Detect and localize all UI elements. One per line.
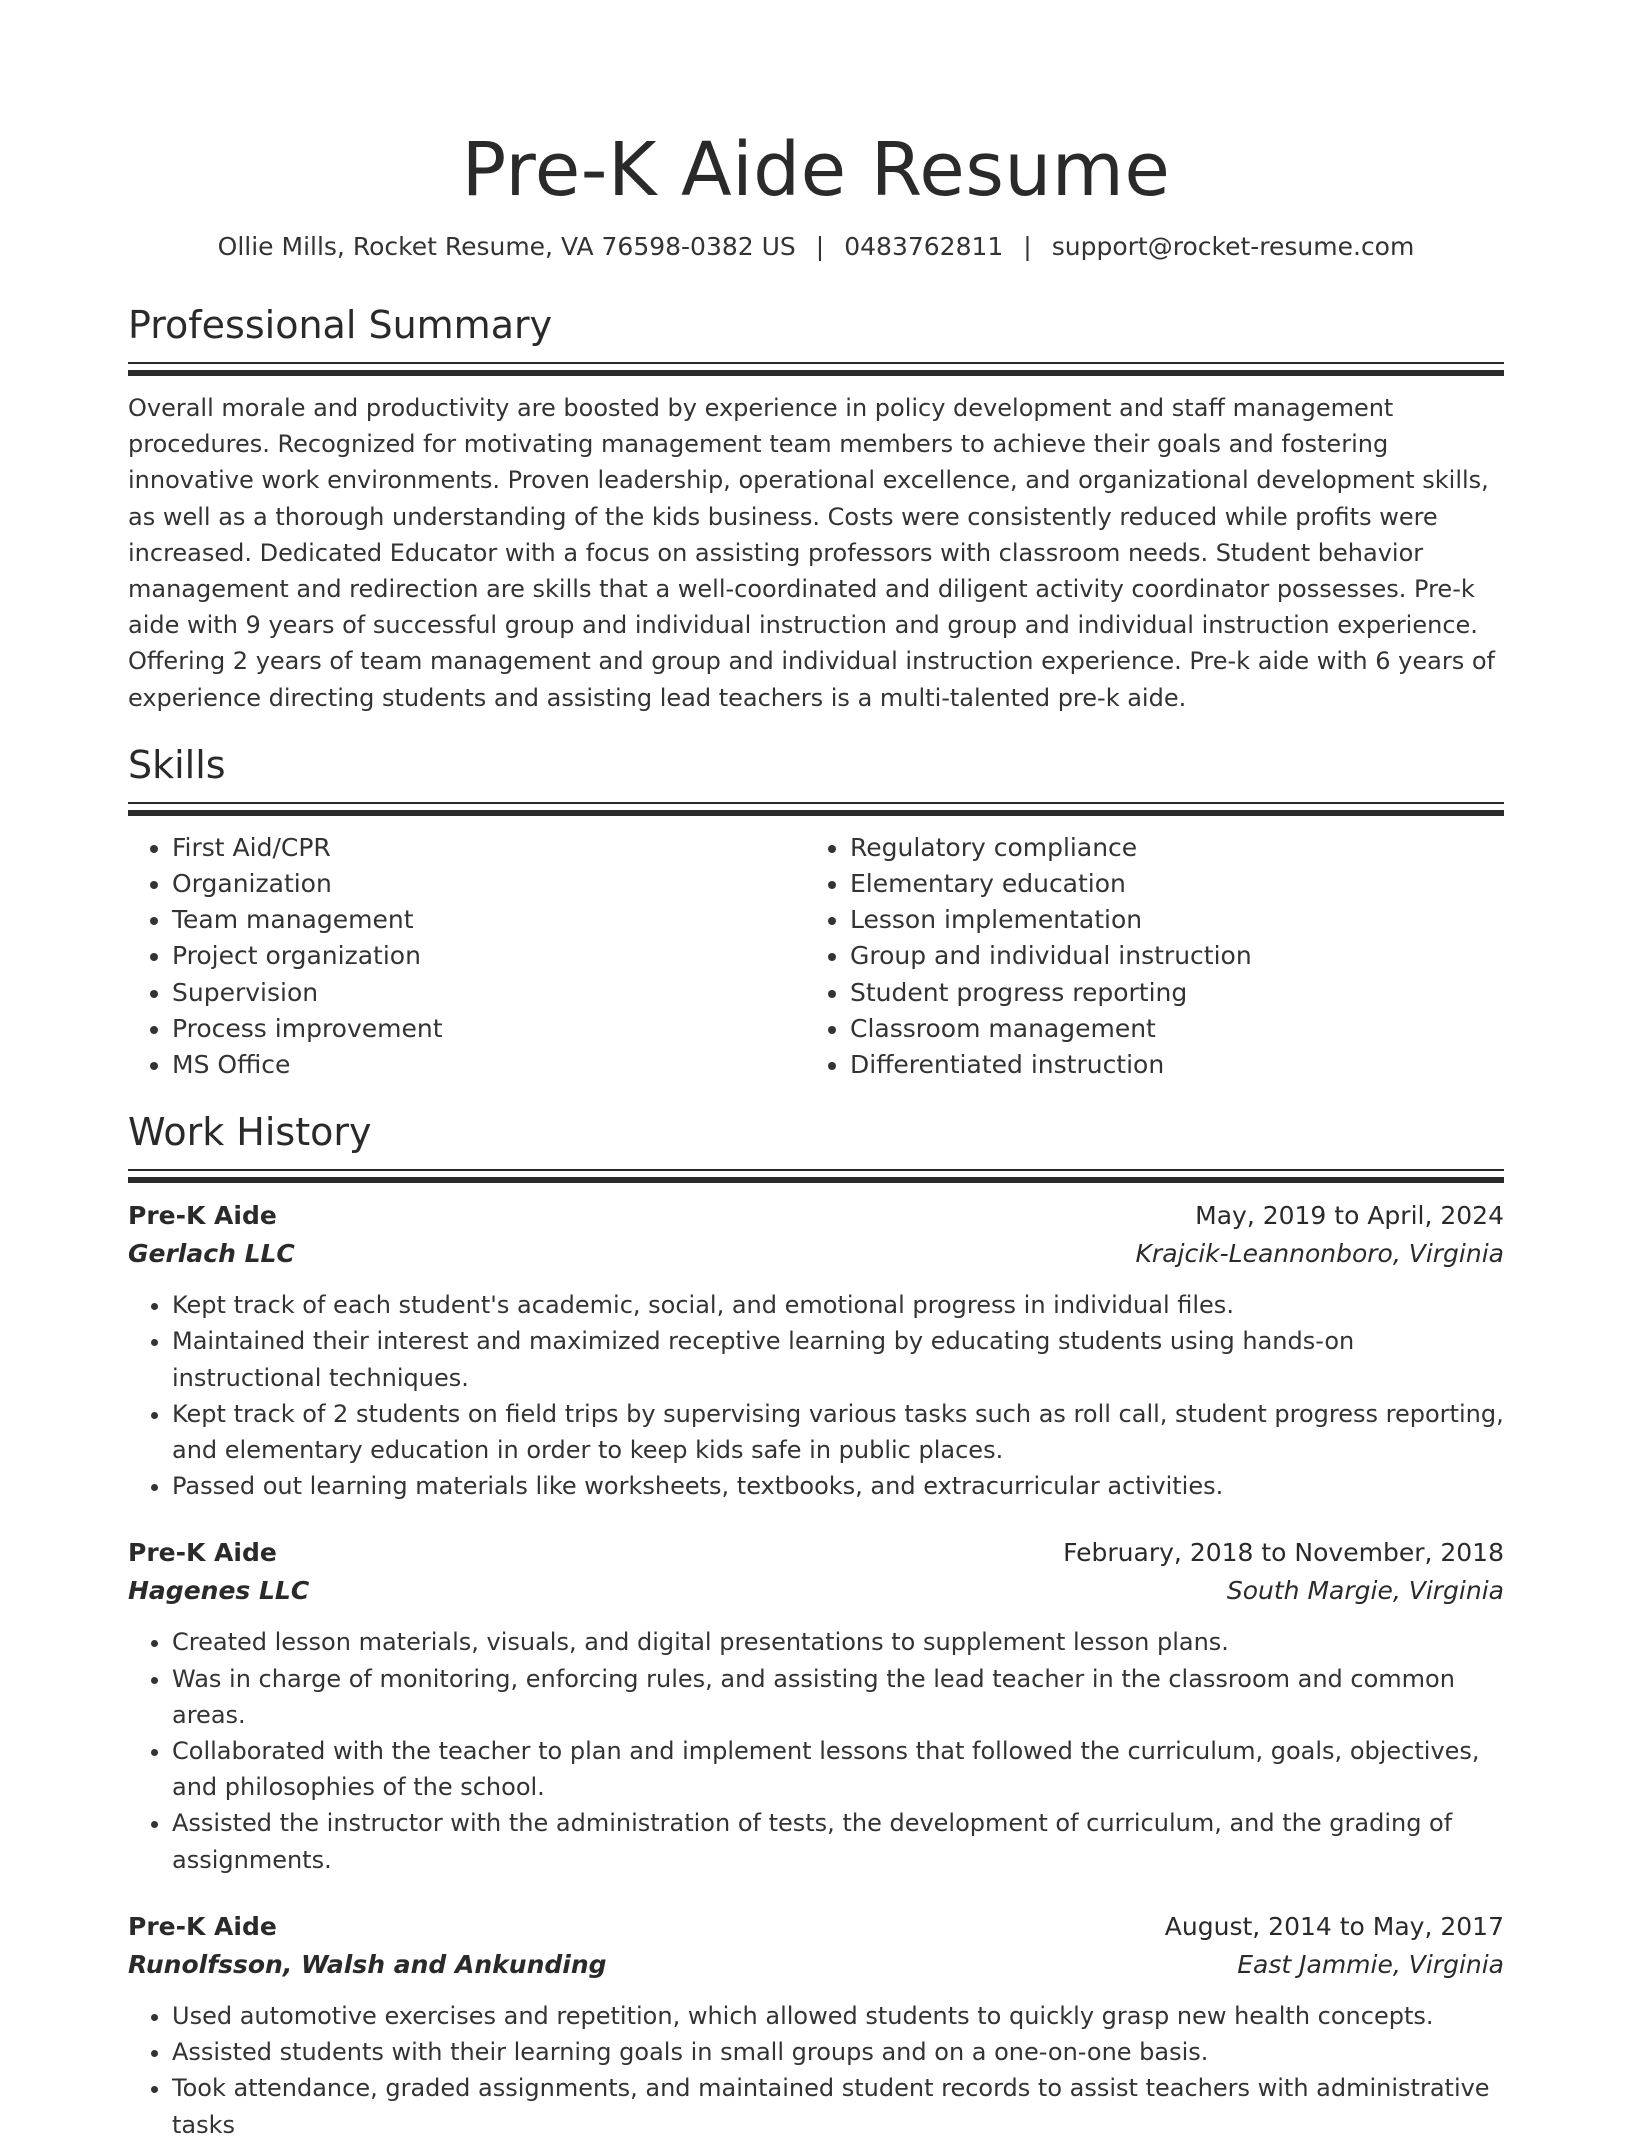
summary-heading: Professional Summary bbox=[128, 303, 553, 347]
work-section bbox=[128, 1109, 1504, 2142]
section-divider-thick bbox=[128, 1177, 1504, 1183]
skill-item: • Regulatory compliance bbox=[850, 830, 1484, 866]
job-entry bbox=[128, 1197, 1504, 1504]
skill-item: • Project organization bbox=[172, 938, 806, 974]
skill-item: • First Aid/CPR bbox=[172, 830, 806, 866]
job-bullets bbox=[128, 1624, 1504, 1877]
summary-text: Overall morale and productivity are boosted by experience in policy development and staff management procedures. Recognized for motivating management team members to achieve their goals and fostering innovative work environments. Proven leadership, operational excellence, and organizational development skills, as well as a thorough understanding of the kids business. Costs were consistently reduced while profits were increased. Dedicated Educator with a focus on assisting professors with classroom needs. Student behavior management and redirection are skills that a well-coordinated and diligent activity coordinator possesses. Pre-k aide with 9 years of successful group and individual instruction and group and individual instruction experience. Offering 2 years of team management and group and individual instruction experience. Pre-k aide with 6 years of experience directing students and assisting lead teachers is a multi-talented pre-k aide. bbox=[128, 394, 1495, 712]
skills-heading: Skills bbox=[128, 742, 226, 787]
job-header bbox=[128, 1534, 1504, 1572]
skill-item: • Differentiated instruction bbox=[850, 1047, 1484, 1083]
skill-item: • MS Office bbox=[172, 1047, 806, 1083]
job-entry bbox=[128, 1908, 1504, 2143]
job-bullet: • Passed out learning materials like worksheets, textbooks, and extracurricular activities. bbox=[172, 1468, 1504, 1504]
job-title: Pre-K Aide bbox=[128, 1201, 277, 1231]
job-dates: August, 2014 to May, 2017 bbox=[1164, 1911, 1504, 1941]
job-entry bbox=[128, 1534, 1504, 1877]
job-company: Gerlach LLC bbox=[128, 1239, 295, 1269]
job-company: Hagenes LLC bbox=[128, 1576, 310, 1606]
job-subheader bbox=[128, 1572, 1504, 1610]
skills-section bbox=[128, 742, 1504, 1083]
contact-separator: | bbox=[1023, 232, 1032, 261]
skill-item: • Group and individual instruction bbox=[850, 938, 1484, 974]
contact-separator: | bbox=[815, 232, 825, 261]
job-bullet: • Kept track of 2 students on field trips by supervising various tasks such as roll call, student progress reporting, and elementary education in order to keep kids safe in public places. bbox=[172, 1396, 1504, 1468]
job-dates: February, 2018 to November, 2018 bbox=[1063, 1538, 1504, 1568]
section-divider-thick bbox=[128, 370, 1504, 376]
job-bullet: • Collaborated with the teacher to plan and implement lessons that followed the curriculum, goals, objectives, and philosophies of the school. bbox=[172, 1733, 1504, 1805]
skill-item: • Elementary education bbox=[850, 866, 1484, 902]
contact-email: support@rocket-resume.com bbox=[1051, 232, 1415, 261]
job-title: Pre-K Aide bbox=[128, 1911, 277, 1941]
skills-columns bbox=[128, 830, 1504, 1083]
skills-list-left bbox=[128, 830, 806, 1083]
job-header bbox=[128, 1197, 1504, 1235]
job-bullets bbox=[128, 1998, 1504, 2143]
job-subheader bbox=[128, 1946, 1504, 1984]
job-bullet: • Was in charge of monitoring, enforcing rules, and assisting the lead teacher in the classroom and common areas. bbox=[172, 1661, 1504, 1733]
skill-item: • Lesson implementation bbox=[850, 902, 1484, 938]
contact-line bbox=[128, 230, 1504, 264]
job-dates: May, 2019 to April, 2024 bbox=[1195, 1201, 1504, 1231]
contact-phone: 0483762811 bbox=[844, 232, 1004, 261]
work-heading: Work History bbox=[128, 1110, 372, 1155]
contact-address: Ollie Mills, Rocket Resume, VA 76598-0382 US bbox=[217, 232, 796, 261]
summary-section bbox=[128, 302, 1504, 716]
skill-item: • Organization bbox=[172, 866, 806, 902]
resume-title: Pre-K Aide Resume bbox=[461, 127, 1171, 213]
job-location: Krajcik-Leannonboro, Virginia bbox=[1135, 1239, 1504, 1269]
job-bullet: • Used automotive exercises and repetition, which allowed students to quickly grasp new health concepts. bbox=[172, 1998, 1504, 2034]
section-divider bbox=[128, 1169, 1504, 1171]
job-subheader bbox=[128, 1235, 1504, 1273]
skills-list-right bbox=[806, 830, 1484, 1083]
job-location: East Jammie, Virginia bbox=[1237, 1949, 1504, 1979]
section-divider bbox=[128, 802, 1504, 804]
skill-item: • Student progress reporting bbox=[850, 975, 1484, 1011]
job-bullets bbox=[128, 1287, 1504, 1504]
job-bullet: • Kept track of each student's academic, social, and emotional progress in individual files. bbox=[172, 1287, 1504, 1323]
job-bullet: • Created lesson materials, visuals, and digital presentations to supplement lesson plans. bbox=[172, 1624, 1504, 1660]
job-company: Runolfsson, Walsh and Ankunding bbox=[128, 1949, 607, 1979]
resume-page bbox=[128, 0, 1504, 2143]
job-location: South Margie, Virginia bbox=[1226, 1576, 1504, 1606]
section-divider bbox=[128, 362, 1504, 364]
job-bullet: • Assisted the instructor with the administration of tests, the development of curriculum, and the grading of assignments. bbox=[172, 1805, 1504, 1877]
job-bullet: • Maintained their interest and maximized receptive learning by educating students using hands-on instructional techniques. bbox=[172, 1323, 1504, 1395]
section-divider-thick bbox=[128, 810, 1504, 816]
job-header bbox=[128, 1908, 1504, 1946]
skill-item: • Team management bbox=[172, 902, 806, 938]
skill-item: • Process improvement bbox=[172, 1011, 806, 1047]
skill-item: • Classroom management bbox=[850, 1011, 1484, 1047]
job-bullet: • Assisted students with their learning goals in small groups and on a one-on-one basis. bbox=[172, 2034, 1504, 2070]
skill-item: • Supervision bbox=[172, 975, 806, 1011]
job-title: Pre-K Aide bbox=[128, 1538, 277, 1568]
job-bullet: • Took attendance, graded assignments, and maintained student records to assist teachers with administrative tasks bbox=[172, 2070, 1504, 2142]
